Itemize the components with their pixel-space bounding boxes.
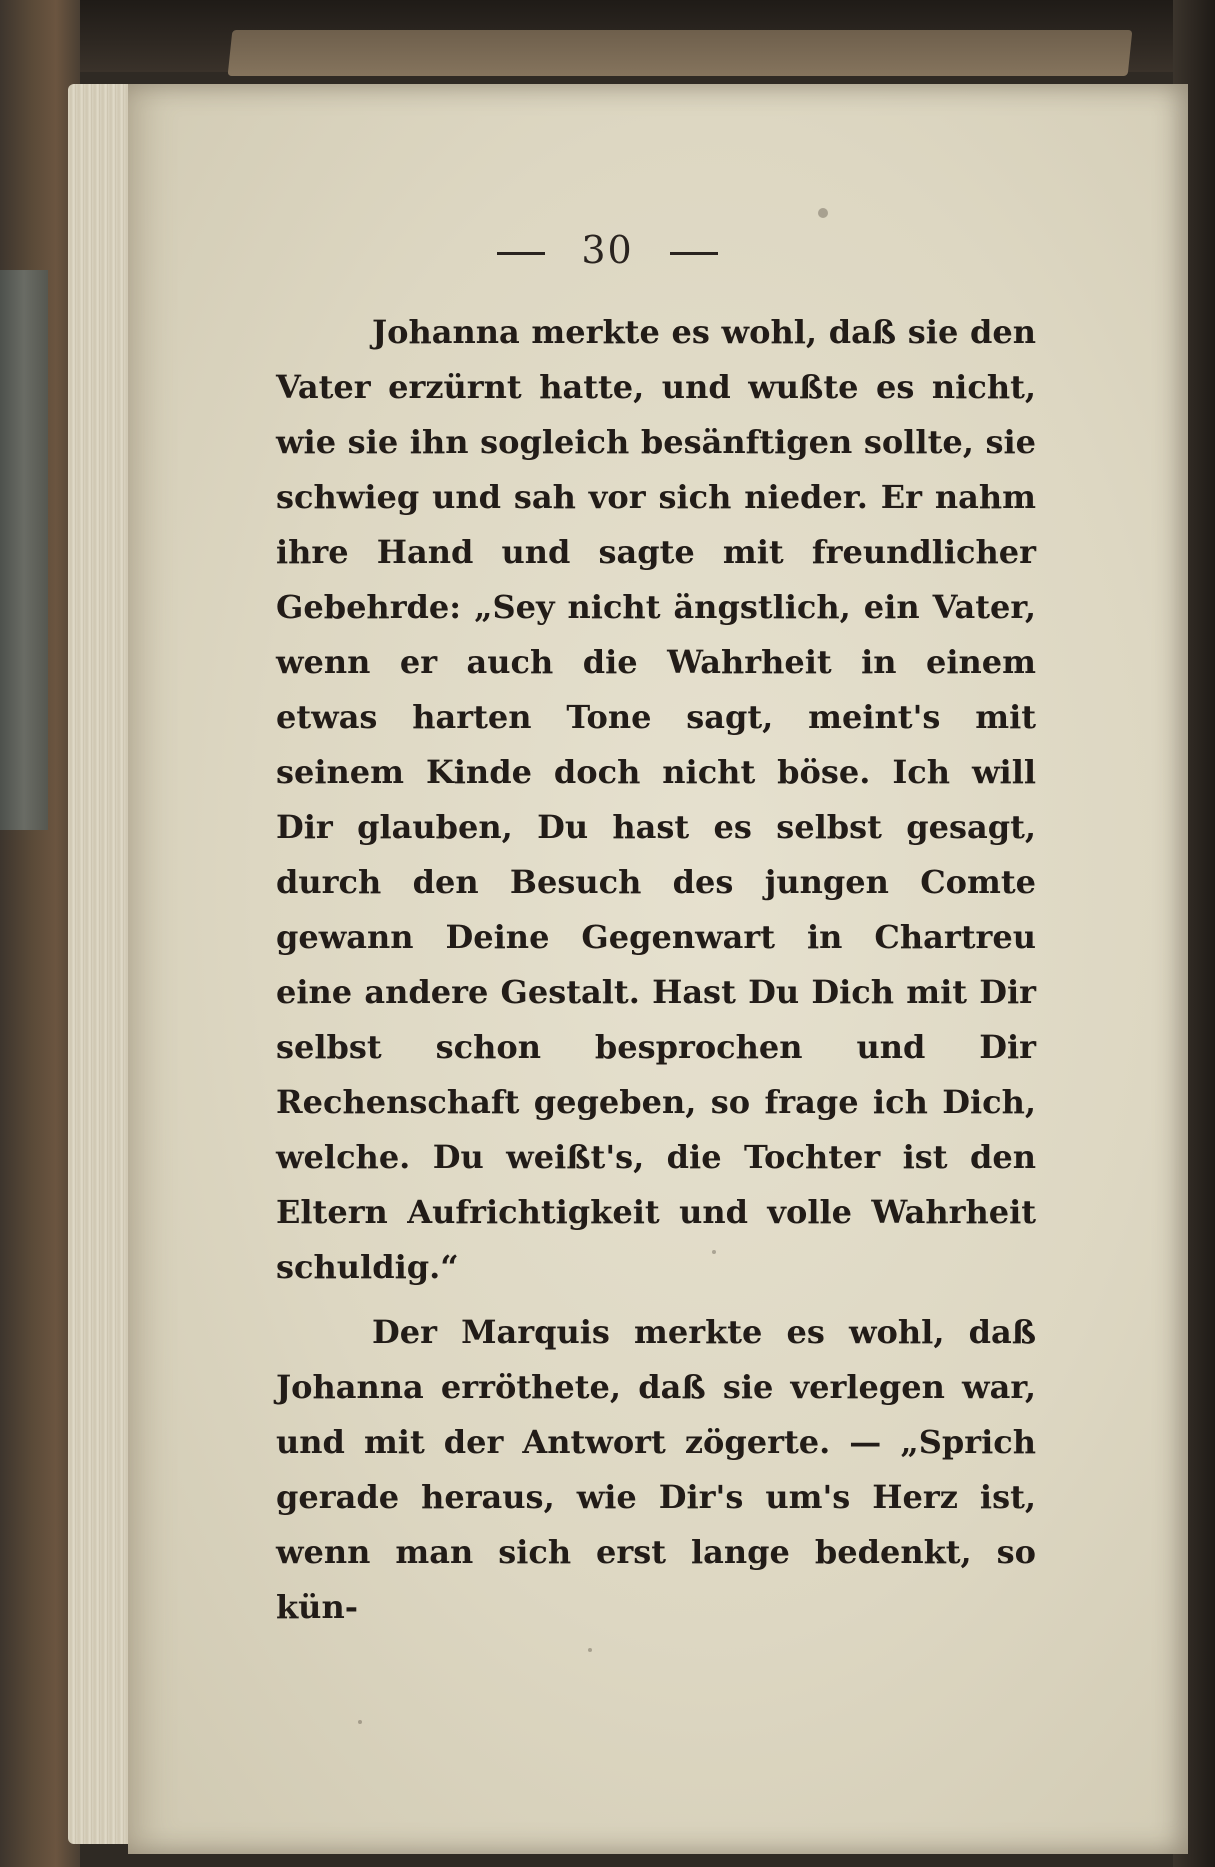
- paper-speck: [818, 208, 828, 218]
- binding-cloth-strip: [0, 270, 48, 830]
- cover-flap: [228, 30, 1133, 76]
- header-dash-left: [497, 252, 545, 255]
- paper-speck: [358, 1720, 362, 1724]
- page-number: 30: [581, 228, 634, 272]
- header-dash-right: [670, 252, 718, 255]
- paragraph-text: Johanna merkte es wohl, daß sie den Vater erzürnt hatte, und wußte es nicht, wie sie ihn sogleich besänftigen sollte, sie schwieg und sah vor sich nieder. Er nahm ihre Hand und sagte mit freundlicher Gebehrde: „Sey nicht ängstlich, ein Vater, wenn er auch die Wahrheit in einem etwas harten Tone sagt, meint's mit seinem Kinde doch nicht böse. Ich will Dir glauben, Du hast es selbst gesagt, durch den Besuch des jungen Comte gewann Deine Gegenwart in Chartreu eine andere Gestalt. Hast Du Dich mit Dir selbst schon besprochen und Dir Rechenschaft gegeben, so frage ich Dich, welche. Du weißt's, die Tochter ist den Eltern Aufrichtigkeit und volle Wahrheit schuldig.“: [276, 313, 1036, 1286]
- paragraph-text: Der Marquis merkte es wohl, daß Johanna erröthete, daß sie verlegen war, und mit der Antwort zögerte. — „Sprich gerade heraus, wie Dir's um's Herz ist, wenn man sich erst lange bedenkt, so kün-: [276, 1313, 1036, 1626]
- page-header: [0, 228, 1215, 272]
- text-paragraph-2: [276, 1305, 1036, 1635]
- text-paragraph-1: [276, 305, 1036, 1295]
- paper-speck: [588, 1648, 592, 1652]
